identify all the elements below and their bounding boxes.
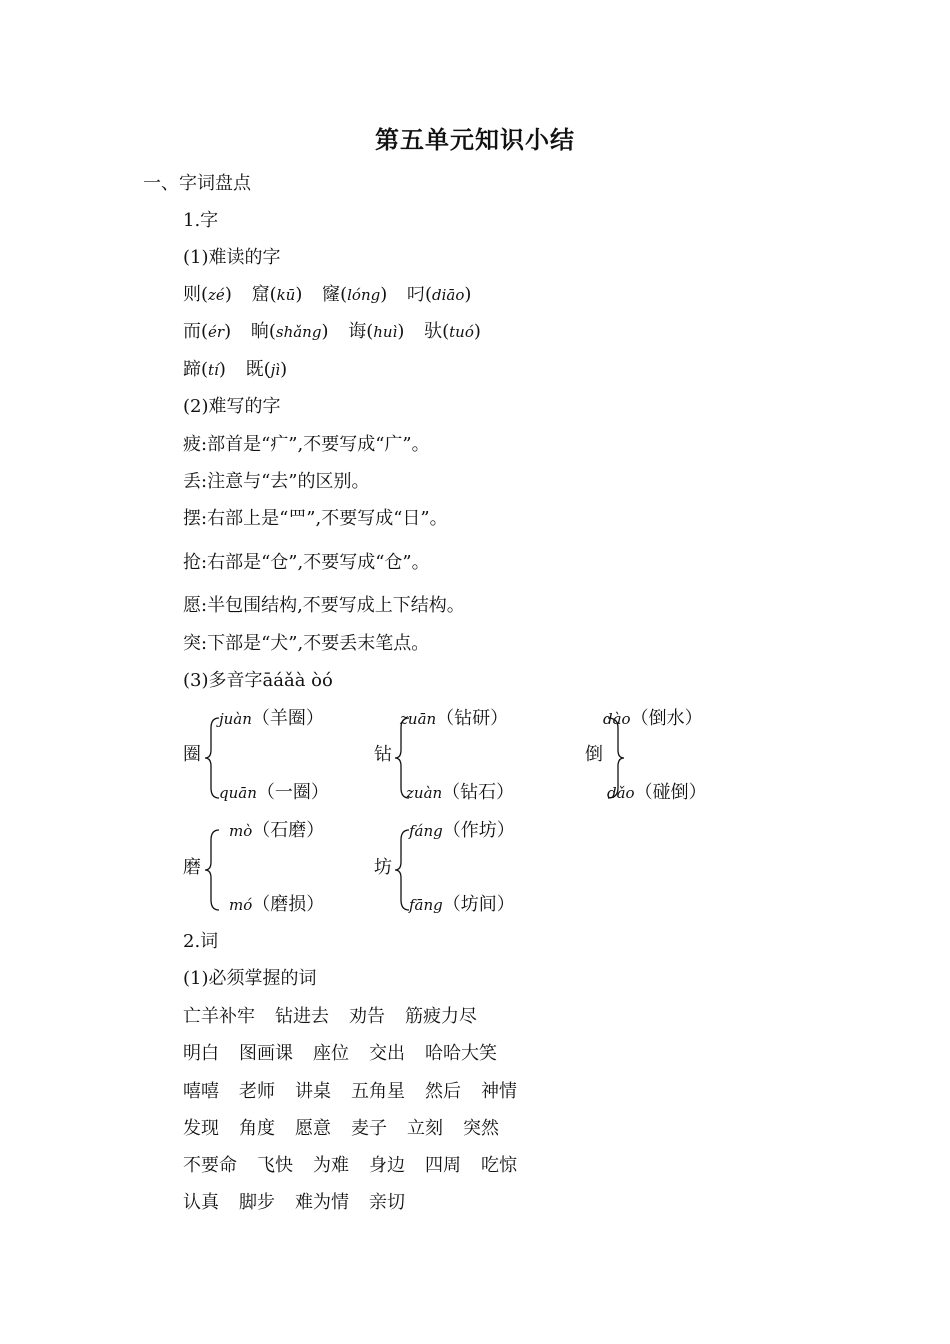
vocab-word: 愿意 [295,1118,331,1139]
hard-write-item: 愿:半包围结构,不要写成上下结构。 [183,595,465,616]
pinyin: fáng [409,822,443,840]
pinyin: zuàn [406,784,443,802]
vocab-word: 亡羊补牢 [183,1006,255,1027]
pinyin: zé [208,286,225,304]
pinyin: kū [276,286,296,304]
pinyin: juàn [219,710,252,728]
brace-icon [203,828,221,912]
polyphone-char: 圈 [183,744,201,765]
pinyin: ér [208,323,225,341]
example-word: （石磨） [252,820,325,841]
hanzi: 驮 [424,321,443,342]
example-word: （作坊） [442,820,515,841]
hard-read-row: 而(ér) 晌(shǎng) 诲(huì) 驮(tuó) [183,321,481,342]
vocab-word: 突然 [463,1118,499,1139]
hanzi: 窟 [251,284,270,305]
vocab-word: 角度 [239,1118,275,1139]
pinyin: jì [270,361,281,379]
polyphone-char: 倒 [585,744,603,765]
vocab-word: 讲桌 [295,1081,331,1102]
hard-write-item: 摆:右部上是“罒”,不要写成“日”。 [183,508,448,529]
vocab-word: 交出 [369,1043,405,1064]
word-row [183,1008,497,1026]
hard-write-heading: (2)难写的字 [183,396,281,417]
hard-read-row: 蹄(tí) 既(jì) [183,359,288,380]
pinyin: mò [229,822,253,840]
vocab-word: 立刻 [407,1118,443,1139]
hanzi: 晌 [250,321,269,342]
hanzi: 而 [183,321,201,342]
page-title: 第五单元知识小结 [375,125,575,154]
must-words-heading: (1)必须掌握的词 [183,968,317,989]
pinyin: dào [603,710,631,728]
vocab-word: 亲切 [369,1192,405,1213]
pinyin: lóng [347,286,381,304]
example-word: （碰倒） [634,782,707,803]
vocab-word: 飞快 [257,1155,293,1176]
polyphone-char: 钻 [374,744,392,765]
hard-read-heading: (1)难读的字 [183,247,281,268]
vocab-word: 认真 [183,1192,219,1213]
polyphone-char: 磨 [183,857,201,878]
hard-read-row: 则(zé) 窟(kū) 窿(lóng) 叼(diāo) [183,284,472,305]
vocab-word: 筋疲力尽 [405,1006,477,1027]
hanzi: 叼 [406,284,425,305]
vocab-word: 座位 [313,1043,349,1064]
vocab-word: 吃惊 [481,1155,517,1176]
hard-write-item: 疲:部首是“疒”,不要写成“广”。 [183,434,430,455]
pinyin: shǎng [275,323,322,341]
polyphone-heading: (3)多音字āáǎà òó [183,670,333,691]
subheading-words: 2.词 [183,931,219,952]
vocab-word: 发现 [183,1118,219,1139]
pinyin: tuó [449,323,474,341]
example-word: （钻石） [442,782,515,803]
hanzi: 蹄 [183,359,201,380]
polyphone-char: 坊 [374,857,392,878]
vocab-word: 脚步 [239,1192,275,1213]
example-word: （钻研） [436,708,509,729]
hanzi: 既 [245,359,264,380]
vocab-word: 明白 [183,1043,219,1064]
vocab-word: 五角星 [351,1081,405,1102]
pinyin: zuān [400,710,437,728]
vocab-word: 钻进去 [275,1006,329,1027]
pinyin: mó [229,896,253,914]
pinyin: quān [219,784,257,802]
section-heading-1: 一、字词盘点 [143,173,251,194]
vocab-word: 为难 [313,1155,349,1176]
hard-write-item: 突:下部是“犬”,不要丢末笔点。 [183,633,430,654]
vocab-word: 劝告 [349,1006,385,1027]
example-word: （倒水） [630,708,703,729]
pinyin: fāng [409,896,443,914]
vocab-word: 神情 [481,1081,517,1102]
hard-write-item: 丢:注意与“去”的区别。 [183,471,370,492]
vocab-word: 难为情 [295,1192,349,1213]
word-row [183,1120,519,1138]
vocab-word: 然后 [425,1081,461,1102]
vocab-word: 身边 [369,1155,405,1176]
word-row [183,1194,425,1212]
hanzi: 则 [183,284,201,305]
example-word: （坊间） [442,894,515,915]
word-row [183,1083,537,1101]
pinyin: huì [373,323,398,341]
hanzi: 诲 [348,321,367,342]
example-word: （磨损） [252,894,325,915]
vocab-word: 麦子 [351,1118,387,1139]
example-word: （羊圈） [251,708,324,729]
hanzi: 窿 [322,284,341,305]
pinyin: diāo [432,286,465,304]
pinyin: dǎo [607,784,635,802]
vocab-word: 不要命 [183,1155,237,1176]
vocab-word: 四周 [425,1155,461,1176]
vocab-word: 老师 [239,1081,275,1102]
vocab-word: 图画课 [239,1043,293,1064]
subheading-characters: 1.字 [183,210,219,231]
hard-write-item: 抢:右部是“仓”,不要写成“仓”。 [183,552,430,573]
word-row [183,1157,537,1175]
example-word: （一圈） [256,782,329,803]
pinyin: tí [208,361,219,379]
word-row [183,1045,517,1063]
vocab-word: 嘻嘻 [183,1081,219,1102]
vocab-word: 哈哈大笑 [425,1043,497,1064]
